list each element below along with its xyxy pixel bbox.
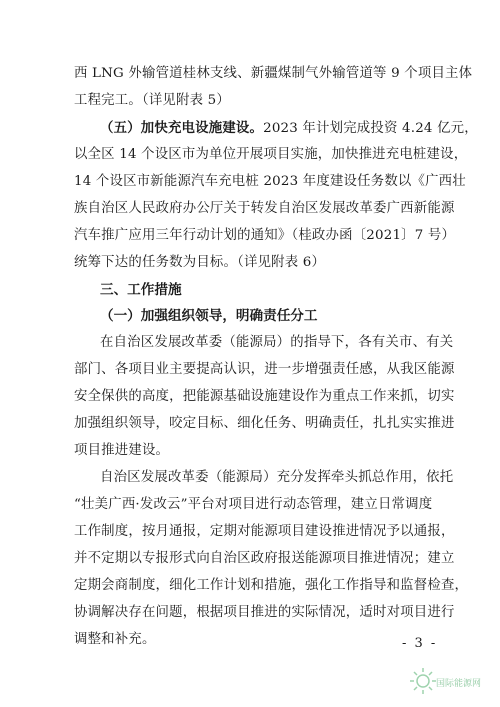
- paragraph-text: 2023 年计划完成投资 4.24 亿元，: [263, 121, 478, 136]
- paragraph-line: 项目推进建设。: [74, 443, 170, 458]
- paragraph-line: [74, 118, 478, 139]
- paragraph-line: 自治区发展改革委（能源局）充分发挥牵头抓总作用，依托: [100, 470, 454, 485]
- paragraph-line: 工程完工。（详见附表 5）: [74, 93, 230, 108]
- paragraph-line: 工作制度，按月通报，定期对能源项目建设推进情况予以通报，: [74, 524, 455, 539]
- paragraph-line: 协调解决存在问题，根据项目推进的实际情况，适时对项目进行: [74, 605, 455, 620]
- paragraph-line: 加强组织领导，咬定目标、细化任务、明确责任，扎扎实实推进: [74, 416, 455, 431]
- page-number: - 3 -: [402, 636, 438, 651]
- sun-icon: [408, 666, 438, 696]
- paragraph-line: 族自治区人民政府办公厅关于转发自治区发展改革委广西新能源: [74, 201, 455, 216]
- watermark-logo: [406, 662, 496, 704]
- section-heading: 三、工作措施: [100, 282, 182, 298]
- subsection-heading: （一）加强组织领导，明确责任分工: [100, 308, 318, 324]
- paragraph-line: 并不定期以专报形式向自治区政府报送能源项目推进情况；建立: [74, 551, 455, 566]
- subheading-inline: （五）加快充电设施建设。: [100, 120, 264, 136]
- paragraph-line: 汽车推广应用三年行动计划的通知》（桂政办函〔2021〕7 号）: [74, 228, 456, 243]
- paragraph-line: 14 个设区市新能源汽车充电桩 2023 年度建设任务数以《广西壮: [74, 174, 466, 189]
- watermark-text: 国际能源网: [436, 679, 482, 689]
- paragraph-line: 在自治区发展改革委（能源局）的指导下，各有关市、有关: [100, 335, 454, 350]
- paragraph-line: 定期会商制度，细化工作计划和措施，强化工作指导和监督检查，: [74, 578, 469, 593]
- paragraph-line: 调整和补充。: [74, 632, 156, 647]
- paragraph-line: 以全区 14 个设区市为单位开展项目实施，加快推进充电桩建设，: [74, 147, 468, 162]
- paragraph-line: 部门、各项目业主要提高认识，进一步增强责任感，从我区能源: [74, 362, 455, 377]
- paragraph-line: “壮美广西·发改云”平台对项目进行动态管理，建立日常调度: [74, 497, 433, 512]
- paragraph-line: 统筹下达的任务数为目标。（详见附表 6）: [74, 255, 326, 270]
- paragraph-line: 安全保供的高度，把能源基础设施建设作为重点工作来抓，切实: [74, 389, 455, 404]
- paragraph-line: 西 LNG 外输管道桂林支线、新疆煤制气外输管道等 9 个项目主体: [74, 66, 473, 81]
